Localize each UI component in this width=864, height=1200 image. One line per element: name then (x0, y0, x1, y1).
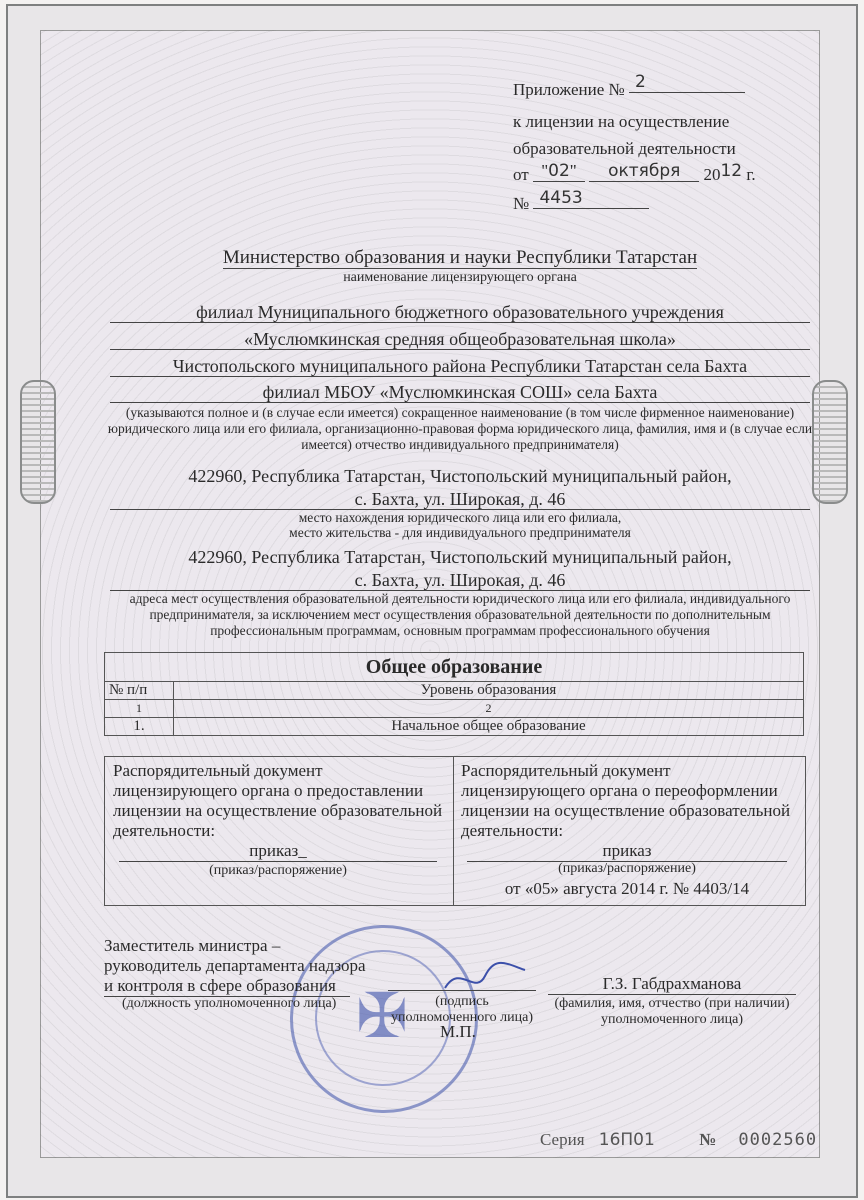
series-label: Серия (540, 1130, 585, 1149)
appendix-license-no: № 4453 (513, 194, 658, 215)
activity-caption: адреса мест осуществления образовательной деятельности юридического лица или его филиала, индивидуального предпринимателя, за исключением мест осуществления образовательной деятельности по дополнительным профессиональным программам, основным программам профессионального обучения (129, 591, 791, 638)
row-number: 1. (105, 718, 174, 736)
col-header-level: Уровень образования (174, 682, 804, 700)
index-cell-1: 1 (105, 700, 174, 718)
appendix-year: 12 (720, 161, 743, 181)
signer-name-caption-1: (фамилия, имя, отчество (при наличии) (554, 996, 790, 1011)
org-line-2: «Муслюмкинская средняя общеобразовательная школа» (110, 329, 810, 350)
org-line-3: Чистопольского муниципального района Республики Татарстан села Бахта (110, 356, 810, 377)
index-cell-2: 2 (174, 700, 804, 718)
sign-caption-1: (подпись (435, 994, 489, 1009)
signer-position-3: и контроля в сфере образования (104, 976, 350, 997)
appendix-date: от "02" октября 2012 г. (513, 161, 756, 184)
documents-box (104, 756, 806, 906)
right-ornament (812, 380, 848, 504)
series-line: Серия 16П01 № 0002560 (540, 1130, 818, 1150)
signer-name-caption-2: уполномоченного лица) (601, 1012, 743, 1027)
doc-left-text: Распорядительный документ лицензирующего органа о предоставлении лицензии на осуществление образовательной деятельности: (113, 761, 443, 840)
org-caption: (указываются полное и (в случае если имеется) сокращенное наименование (в том числе фирменное наименование) юридического лица или его филиала, организационно-правовая форма юридического лица, фамилия, имя и (в случае если имеется) отчество индивидуального предпринимателя) (107, 405, 813, 452)
activity-line-1: 422960, Республика Татарстан, Чистопольский муниципальный район, (188, 547, 732, 567)
education-table (104, 652, 804, 736)
authority-name: Министерство образования и науки Республики Татарстан (222, 247, 698, 268)
sign-caption-2: уполномоченного лица) (391, 1010, 533, 1025)
activity-line-2: с. Бахта, ул. Широкая, д. 46 (110, 570, 810, 591)
left-ornament (20, 380, 56, 504)
location-line-2: с. Бахта, ул. Широкая, д. 46 (110, 489, 810, 510)
appendix-day: 02 (548, 161, 570, 181)
appendix-to-license-1: к лицензии на осуществление (513, 112, 730, 131)
doc-left-value: приказ_ (119, 841, 437, 862)
doc-right-value: приказ (467, 841, 787, 862)
signer-position-2: руководитель департамента надзора (104, 956, 366, 975)
doc-right-text: Распорядительный документ лицензирующего органа о переоформлении лицензии на осуществление образовательной деятельности: (461, 761, 791, 840)
org-line-4: филиал МБОУ «Муслюмкинская СОШ» села Бахта (110, 382, 810, 403)
location-line-1: 422960, Республика Татарстан, Чистопольский муниципальный район, (188, 466, 732, 486)
location-caption-2: место жительства - для индивидуального предпринимателя (289, 525, 631, 540)
doc-left-caption: (приказ/распоряжение) (209, 863, 347, 878)
appendix-title: Приложение № 2 (513, 80, 763, 101)
authority-caption: наименование лицензирующего органа (343, 270, 577, 285)
doc-right-date: от «05» августа 2014 г. № 4403/14 (504, 879, 750, 898)
row-level: Начальное общее образование (174, 718, 804, 736)
signer-position-caption: (должность уполномоченного лица) (122, 996, 337, 1011)
org-line-1: филиал Муниципального бюджетного образовательного учреждения (110, 302, 810, 323)
appendix-month: октября (589, 161, 699, 182)
education-table-title: Общее образование (105, 653, 804, 682)
signature-icon (440, 958, 530, 998)
series-number: 0002560 (738, 1130, 818, 1150)
location-caption-1: место нахождения юридического лица или его филиала, (298, 510, 622, 525)
eagle-emblem-icon: ✠ (356, 983, 408, 1051)
col-header-number: № п/п (105, 682, 174, 700)
table-row (105, 718, 804, 736)
doc-right-caption: (приказ/распоряжение) (558, 861, 696, 876)
license-number: 4453 (533, 188, 649, 209)
signer-name: Г.З. Габдрахманова (548, 974, 796, 995)
appendix-to-license-2: образовательной деятельности (513, 139, 736, 158)
signer-position-1: Заместитель министра – (104, 936, 281, 955)
mp-label: М.П. (440, 1022, 476, 1041)
series-value: 16П01 (598, 1130, 655, 1150)
appendix-number: 2 (629, 72, 745, 93)
